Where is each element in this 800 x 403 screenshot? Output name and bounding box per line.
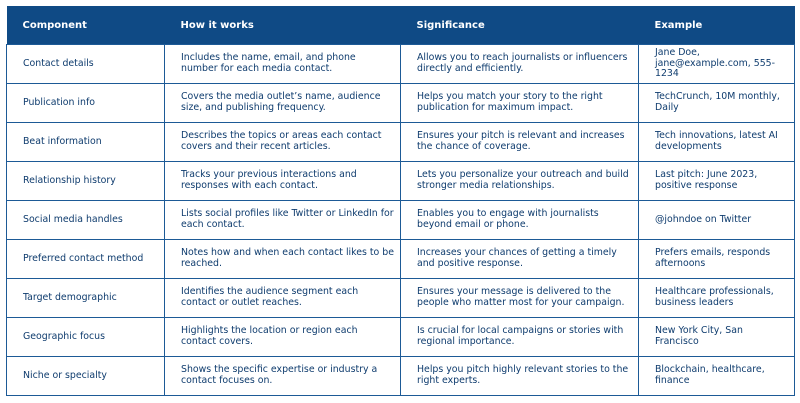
cell-component: Publication info — [7, 84, 165, 123]
cell-example: Prefers emails, responds afternoons — [639, 240, 795, 279]
cell-significance: Is crucial for local campaigns or stories with regional importance. — [401, 318, 639, 357]
cell-significance: Enables you to engage with journalists beyond email or phone. — [401, 201, 639, 240]
cell-how-it-works: Highlights the location or region each contact covers. — [165, 318, 401, 357]
cell-example: Jane Doe, jane@example.com, 555-1234 — [639, 45, 795, 84]
cell-example: TechCrunch, 10M monthly, Daily — [639, 84, 795, 123]
header-row — [7, 6, 795, 45]
cell-component: Geographic focus — [7, 318, 165, 357]
cell-how-it-works: Shows the specific expertise or industry a contact focuses on. — [165, 357, 401, 396]
cell-example: Last pitch: June 2023, positive response — [639, 162, 795, 201]
cell-how-it-works: Lists social profiles like Twitter or LinkedIn for each contact. — [165, 201, 401, 240]
cell-component: Social media handles — [7, 201, 165, 240]
component-table — [6, 6, 795, 396]
header-significance: Significance — [401, 6, 639, 45]
cell-significance: Lets you personalize your outreach and build stronger media relationships. — [401, 162, 639, 201]
component-table-container — [6, 6, 794, 396]
table-row — [7, 84, 795, 123]
table-body — [7, 45, 795, 396]
cell-example: @johndoe on Twitter — [639, 201, 795, 240]
table-row — [7, 45, 795, 84]
table-row — [7, 240, 795, 279]
header-component: Component — [7, 6, 165, 45]
cell-how-it-works: Identifies the audience segment each contact or outlet reaches. — [165, 279, 401, 318]
cell-component: Niche or specialty — [7, 357, 165, 396]
cell-how-it-works: Covers the media outlet’s name, audience size, and publishing frequency. — [165, 84, 401, 123]
cell-significance: Ensures your message is delivered to the people who matter most for your campaign. — [401, 279, 639, 318]
cell-component: Beat information — [7, 123, 165, 162]
cell-significance: Helps you match your story to the right publication for maximum impact. — [401, 84, 639, 123]
cell-example: Healthcare professionals, business leaders — [639, 279, 795, 318]
table-row — [7, 201, 795, 240]
table-row — [7, 279, 795, 318]
cell-significance: Helps you pitch highly relevant stories to the right experts. — [401, 357, 639, 396]
cell-example: Blockchain, healthcare, finance — [639, 357, 795, 396]
cell-how-it-works: Includes the name, email, and phone number for each media contact. — [165, 45, 401, 84]
header-how-it-works: How it works — [165, 6, 401, 45]
header-example: Example — [639, 6, 795, 45]
cell-component: Target demographic — [7, 279, 165, 318]
cell-significance: Ensures your pitch is relevant and increases the chance of coverage. — [401, 123, 639, 162]
cell-how-it-works: Notes how and when each contact likes to be reached. — [165, 240, 401, 279]
cell-significance: Increases your chances of getting a timely and positive response. — [401, 240, 639, 279]
table-row — [7, 123, 795, 162]
cell-how-it-works: Tracks your previous interactions and responses with each contact. — [165, 162, 401, 201]
table-row — [7, 357, 795, 396]
cell-example: Tech innovations, latest AI developments — [639, 123, 795, 162]
cell-component: Contact details — [7, 45, 165, 84]
table-row — [7, 162, 795, 201]
cell-example: New York City, San Francisco — [639, 318, 795, 357]
cell-significance: Allows you to reach journalists or influencers directly and efficiently. — [401, 45, 639, 84]
cell-how-it-works: Describes the topics or areas each contact covers and their recent articles. — [165, 123, 401, 162]
cell-component: Preferred contact method — [7, 240, 165, 279]
cell-component: Relationship history — [7, 162, 165, 201]
table-row — [7, 318, 795, 357]
table-header — [7, 6, 795, 45]
